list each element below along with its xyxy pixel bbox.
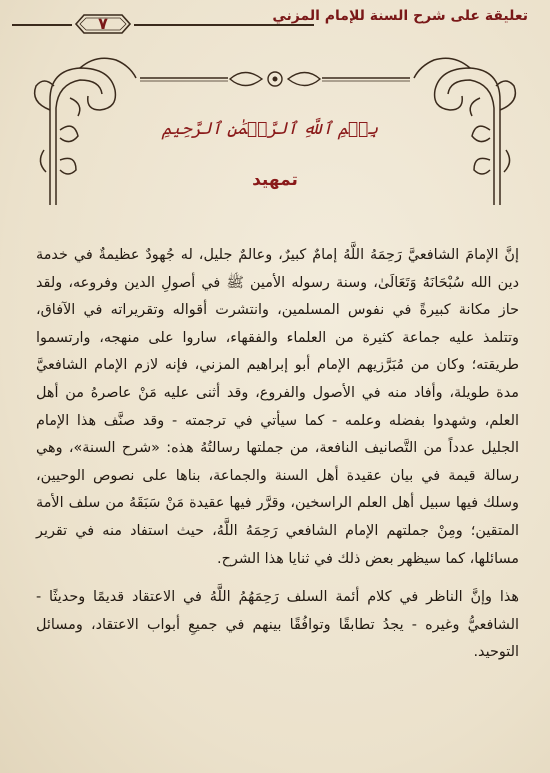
paragraph-1: إنَّ الإمامَ الشافعيَّ رَحِمَهُ اللَّهُ إمامٌ كبيرٌ، وعالمٌ جليل، له جُهودٌ عظيمةٌ في خدمة دين الله سُبْحَانَهُ وَتَعَالَىٰ، وسنة رسوله الأمين ﷺ في أصولِ الدين وفروعه، ولقد حاز مكانة كبيرةً في نفوس المسلمين، وانتشرت أقواله وتقريراته في الآفاق، وتتلمذ عليه جماعة كثيرة من العلماء والفقهاء، ساروا على منهجه، وارتسموا طريقته؛ وكان من مُبَرَّزيهم الإمام أبو إبراهيم المزني، فإنه لازم الإمام الشافعيَّ مدة طويلة، وأفاد منه في الأصول والفروع، وقد أثنى عليه مَنْ عاصرهُ من أهل العلم، وشهدوا بفضله وعلمه - كما سيأتي في ترجمته - وقد صنَّف هذا الإمام الجليل عدداً من التَّصانيف النافعة، من جملتها رسالتُهُ هذه: «شرح السنة»، وهي رسالة قيمة في بيان عقيدة أهل السنة والجماعة، بناها على نصوص الوحيين، وسلك فيها سبيل أهل العلم الراسخين، وقرَّر فيها عقيدة مَنْ سَبَقَهُ من سلف الأمة المتقين؛ ومِنْ جملتهم الإمام الشافعي رَحِمَهُ اللَّهُ، حيث استفاد منه في تقرير مسائلها، كما سيظهر بعض ذلك في ثنايا هذا الشرح.	[36, 247, 519, 567]
running-header-title: تعليقة على شرح السنة للإمام المزني	[272, 8, 528, 24]
section-title: تمهيد	[252, 170, 298, 190]
center-ornament-icon	[230, 72, 320, 86]
left-corner-flourish-icon	[35, 58, 136, 205]
running-header	[0, 0, 550, 40]
right-corner-flourish-icon	[414, 58, 515, 205]
header-rule-middle	[134, 24, 314, 26]
page-number: ٧	[98, 14, 108, 33]
paragraph-2: هذا وإنَّ الناظر في كلام أئمة السلف رَحِمَهُمُ اللَّهُ في الاعتقاد قديمًا وحديثًا - الشافعيُّ وغيره - يجدُ تطابقًا وتوافُقًا بينهم في جميعِ أبواب الاعتقاد، ومسائل التوحيد.	[36, 589, 519, 661]
header-rule-left	[12, 24, 72, 26]
basmala: بِسۡمِ ٱللَّهِ ٱلرَّحۡمَٰنِ ٱلرَّحِيمِ	[161, 119, 379, 139]
page-number-frame	[72, 12, 134, 36]
body-text	[36, 242, 519, 667]
